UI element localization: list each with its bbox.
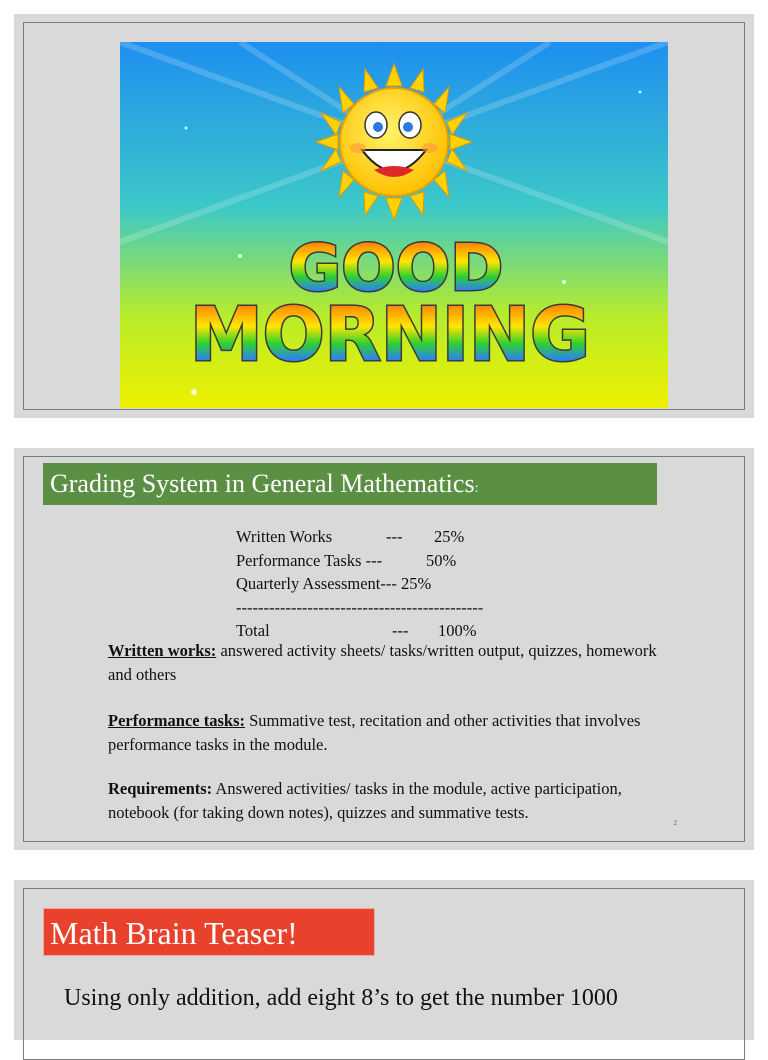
requirements-description [108, 777, 668, 824]
slide-frame [23, 22, 745, 410]
grade-divider-text: --------------------------------------------- [236, 597, 484, 617]
written-works-term: Written works: [108, 641, 217, 660]
grading-title-colon: : [474, 481, 479, 496]
greeting-line-1: GOOD [288, 232, 504, 306]
page-number: 2 [673, 819, 677, 827]
grade-value: 50% [426, 550, 457, 570]
slide-brain-teaser [14, 880, 754, 1040]
slide-frame [23, 888, 745, 1060]
written-works-description [108, 639, 668, 686]
slide-good-morning [14, 14, 754, 418]
performance-tasks-term: Performance tasks: [108, 711, 245, 730]
performance-tasks-text: Summative test, recitation and other activities that involves performance tasks in the module. [108, 711, 641, 754]
grade-value: 25% [434, 527, 465, 546]
slide-frame [23, 456, 745, 842]
grade-label: Performance Tasks --- [236, 550, 383, 570]
greeting-line-2: MORNING [190, 292, 590, 378]
grade-separator: --- [386, 527, 403, 546]
grade-label: Total [236, 621, 270, 640]
grade-label: Written Works [236, 527, 333, 546]
grade-separator: --- [392, 621, 409, 640]
requirements-text: Answered activities/ tasks in the module, active participation, notebook (for taking down notes), quizzes and summative tests. [108, 779, 622, 822]
sun-icon [316, 64, 472, 220]
grading-title-banner [43, 463, 657, 505]
good-morning-picture [120, 42, 668, 408]
performance-tasks-description [108, 709, 668, 756]
grading-title: Grading System in General Mathematics [50, 469, 475, 498]
requirements-term: Requirements: [108, 779, 213, 798]
brain-teaser-title-banner [44, 909, 374, 955]
grade-value: 100% [438, 621, 477, 640]
brain-teaser-title: Math Brain Teaser! [50, 915, 298, 951]
brain-teaser-question: Using only addition, add eight 8’s to get the number 1000 [64, 985, 618, 1011]
written-works-text: answered activity sheets/ tasks/written output, quizzes, homework and others [108, 641, 657, 684]
slide-grading-system [14, 448, 754, 850]
grade-label: Quarterly Assessment--- 25% [236, 574, 432, 593]
